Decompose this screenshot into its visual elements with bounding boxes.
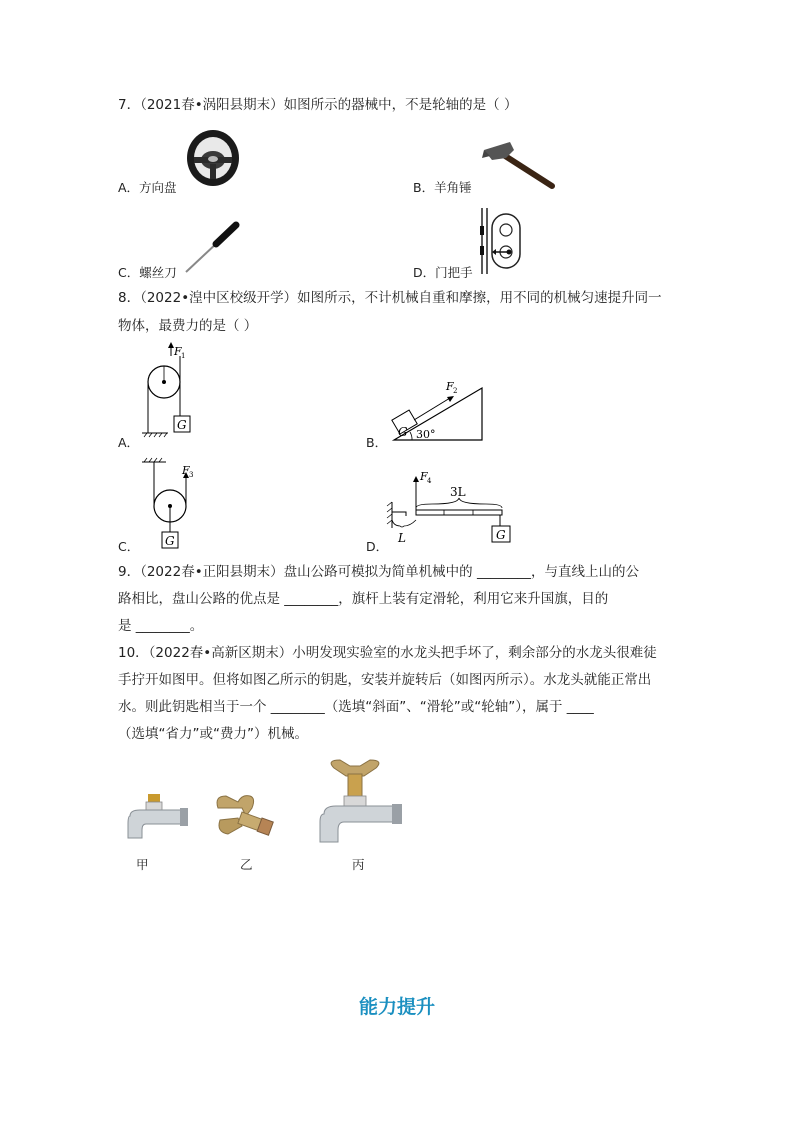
q10-line1: 10．（2022春•高新区期末）小明发现实验室的水龙头把手坏了，剩余部分的水龙头很难徒 bbox=[118, 645, 657, 661]
q7-option-a-label: A．方向盘 bbox=[118, 180, 177, 195]
force-f2-subscript: 2 bbox=[453, 387, 458, 395]
q8-option-b-label: B． bbox=[366, 435, 388, 450]
fixed-pulley-diagram bbox=[140, 340, 210, 442]
q8-option-a-label: A． bbox=[118, 435, 140, 450]
short-arm-label: L bbox=[398, 531, 406, 545]
q10-line3: 水。则此钥匙相当于一个 ________（选填“斜面”、“滑轮”或“轮轴”），属于 ____ bbox=[118, 699, 594, 715]
force-f3-label: F bbox=[182, 464, 190, 477]
faucet-icon bbox=[118, 790, 194, 846]
q10-line4: （选填“省力”或“费力”）机械。 bbox=[118, 726, 308, 742]
q8-option-c-label: C． bbox=[118, 539, 140, 554]
figure-bing-label: 丙 bbox=[352, 857, 365, 872]
force-f2-label: F bbox=[446, 380, 454, 393]
door-handle-icon bbox=[476, 206, 528, 276]
q7-option-d-label: D．门把手 bbox=[413, 265, 473, 280]
force-f1-label: F bbox=[174, 345, 182, 358]
faucet-with-key-icon bbox=[310, 758, 406, 848]
q8-option-d-label: D． bbox=[366, 539, 389, 554]
force-f3-subscript: 3 bbox=[189, 471, 194, 479]
section-heading: 能力提升 bbox=[358, 996, 435, 1018]
load-g-label: G bbox=[496, 528, 506, 542]
angle-label: 30° bbox=[416, 428, 436, 441]
load-g-label: G bbox=[398, 425, 408, 439]
q7-stem: 7．（2021春•涡阳县期末）如图所示的器械中，不是轮轴的是（ ） bbox=[118, 97, 518, 113]
q8-stem-line1: 8．（2022•湟中区校级开学）如图所示，不计机械自重和摩擦，用不同的机械匀速提升同一 bbox=[118, 290, 662, 306]
force-f4-subscript: 4 bbox=[427, 477, 432, 485]
q10-line2: 手拧开如图甲。但将如图乙所示的钥匙，安装并旋转后（如图丙所示）。水龙头就能正常出 bbox=[118, 672, 652, 688]
load-g-label: G bbox=[165, 534, 175, 548]
key-icon bbox=[212, 790, 284, 846]
q9-line3: 是 ________。 bbox=[118, 618, 204, 634]
q7-option-b-label: B．羊角锤 bbox=[413, 180, 472, 195]
lever-diagram bbox=[382, 466, 518, 548]
long-arm-label: 3L bbox=[450, 485, 466, 499]
q9-line2: 路相比，盘山公路的优点是 ________，旗杆上装有定滑轮，利用它来升国旗，目的 bbox=[118, 591, 609, 607]
load-g-label: G bbox=[177, 418, 187, 432]
q9-line1: 9．（2022春•正阳县期末）盘山公路可模拟为简单机械中的 ________，与直线上山的公 bbox=[118, 564, 639, 580]
q7-option-c-label: C．螺丝刀 bbox=[118, 265, 177, 280]
movable-pulley-diagram bbox=[140, 456, 210, 550]
figure-yi-label: 乙 bbox=[240, 857, 253, 872]
claw-hammer-icon bbox=[480, 140, 558, 192]
figure-jia-label: 甲 bbox=[136, 857, 149, 872]
steering-wheel-icon bbox=[185, 128, 241, 188]
inclined-plane-diagram bbox=[390, 376, 490, 446]
q8-stem-line2: 物体，最费力的是（ ） bbox=[118, 318, 258, 334]
force-f4-label: F bbox=[420, 470, 428, 483]
screwdriver-icon bbox=[180, 220, 242, 276]
force-f1-subscript: 1 bbox=[181, 352, 186, 360]
